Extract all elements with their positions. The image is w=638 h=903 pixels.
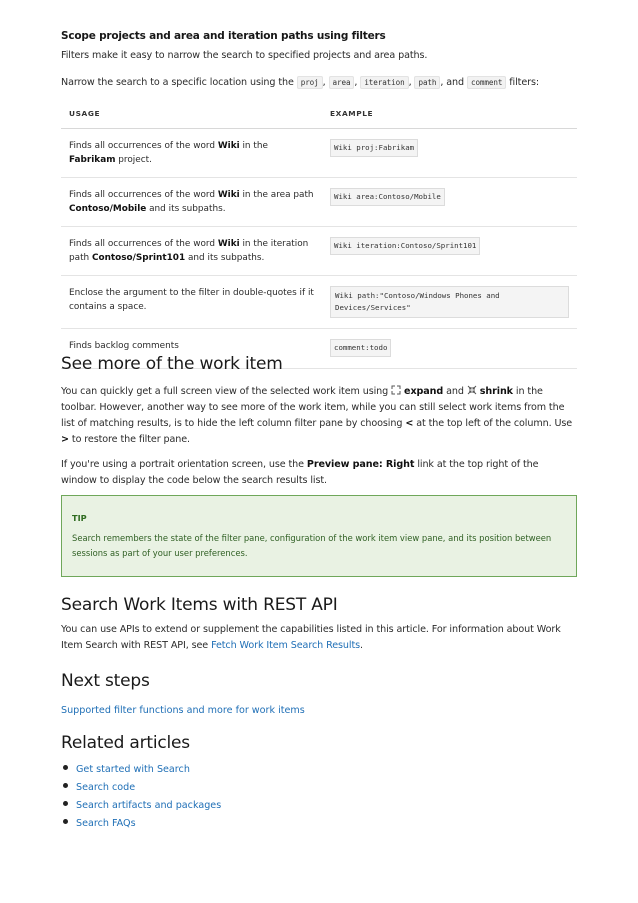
rest-api-paragraph: You can use APIs to extend or supplement the capabilities listed in this article. For information about Work Item Search with REST API, see Fetch Work Item Search Results. (61, 624, 561, 651)
fetch-results-link[interactable]: Fetch Work Item Search Results (211, 640, 361, 651)
example-code: Wiki path:"Contoso/Windows Phones and Devices/Services" (330, 286, 569, 318)
narrow-suffix: filters: (509, 77, 539, 88)
tip-text: Search remembers the state of the filter pane, configuration of the work item view pane, and its position between sessions as part of your user preferences. (72, 533, 552, 558)
related-link[interactable]: Search FAQs (76, 818, 136, 829)
example-cell (322, 329, 577, 369)
table-row (61, 276, 577, 329)
preview-pane-label: Preview pane: Right (306, 459, 415, 470)
filters-intro: Filters make it easy to narrow the search to specified projects and area paths. (61, 50, 428, 61)
expand-label: expand (404, 386, 444, 397)
bullet (63, 819, 68, 824)
bullet (63, 783, 68, 788)
usage-cell: Finds backlog comments (61, 329, 322, 369)
related-link[interactable]: Search artifacts and packages (76, 800, 222, 811)
usage-cell: Finds all occurrences of the word Wiki in the Fabrikam project. (61, 129, 322, 178)
filters-heading: Scope projects and area and iteration paths using filters (61, 30, 386, 42)
usage-cell: Finds all occurrences of the word Wiki in the iteration path Contoso/Sprint101 and its subpaths. (61, 227, 322, 276)
list-item (61, 776, 221, 794)
col-usage: USAGE (61, 98, 322, 129)
related-articles-heading: Related articles (61, 733, 190, 753)
example-cell (322, 129, 577, 178)
filters-narrow-line (61, 75, 539, 91)
shrink-label: shrink (479, 386, 513, 397)
example-cell (322, 227, 577, 276)
tip-callout (61, 495, 577, 577)
sep: , and (440, 77, 465, 88)
col-example: EXAMPLE (322, 98, 577, 129)
filter-iteration-code: iteration (360, 76, 408, 89)
example-cell (322, 178, 577, 227)
next-steps-heading: Next steps (61, 671, 150, 691)
table-row (61, 227, 577, 276)
table-row (61, 178, 577, 227)
see-more-heading: See more of the work item (61, 354, 283, 374)
next-steps-line (61, 698, 305, 717)
usage-cell: Finds all occurrences of the word Wiki in the area path Contoso/Mobile and its subpaths. (61, 178, 322, 227)
filter-path-code: path (414, 76, 440, 89)
related-link[interactable]: Get started with Search (76, 764, 190, 775)
bullet (63, 765, 68, 770)
example-cell (322, 276, 577, 329)
filters-table (61, 98, 577, 369)
filter-comment-code: comment (467, 76, 506, 89)
bullet (63, 801, 68, 806)
usage-cell: Enclose the argument to the filter in double-quotes if it contains a space. (61, 276, 322, 329)
supported-filters-link[interactable]: Supported filter functions and more for work items (61, 705, 305, 716)
related-list (61, 758, 221, 830)
expand-icon (391, 385, 401, 395)
sep: , (322, 77, 326, 88)
tip-label: TIP (72, 513, 87, 523)
sep: , (408, 77, 412, 88)
list-item (61, 812, 221, 830)
see-more-paragraph-2: If you're using a portrait orientation screen, use the Preview pane: Right link at the top right of the window to display the code below the search results list. (61, 459, 539, 486)
sep: , (354, 77, 358, 88)
narrow-prefix: Narrow the search to a specific location using the (61, 77, 294, 88)
table-header-row (61, 98, 577, 129)
list-item (61, 758, 221, 776)
example-code: Wiki iteration:Contoso/Sprint101 (330, 237, 480, 255)
table-row (61, 129, 577, 178)
shrink-icon (467, 385, 477, 395)
see-more-paragraph-1: You can quickly get a full screen view of the selected work item using expand and shrink in the toolbar. However, another way to see more of the work item, while you can still select work items from the list of matching results, is to hide the left column filter pane by choosing < at the top left of the column. Use > to restore the filter pane. (61, 386, 573, 445)
related-link[interactable]: Search code (76, 782, 136, 793)
list-item (61, 794, 221, 812)
example-code: Wiki proj:Fabrikam (330, 139, 418, 157)
example-code: Wiki area:Contoso/Mobile (330, 188, 445, 206)
filter-proj-code: proj (297, 76, 323, 89)
filter-area-code: area (329, 76, 355, 89)
example-code: comment:todo (330, 339, 391, 357)
rest-api-heading: Search Work Items with REST API (61, 595, 338, 615)
